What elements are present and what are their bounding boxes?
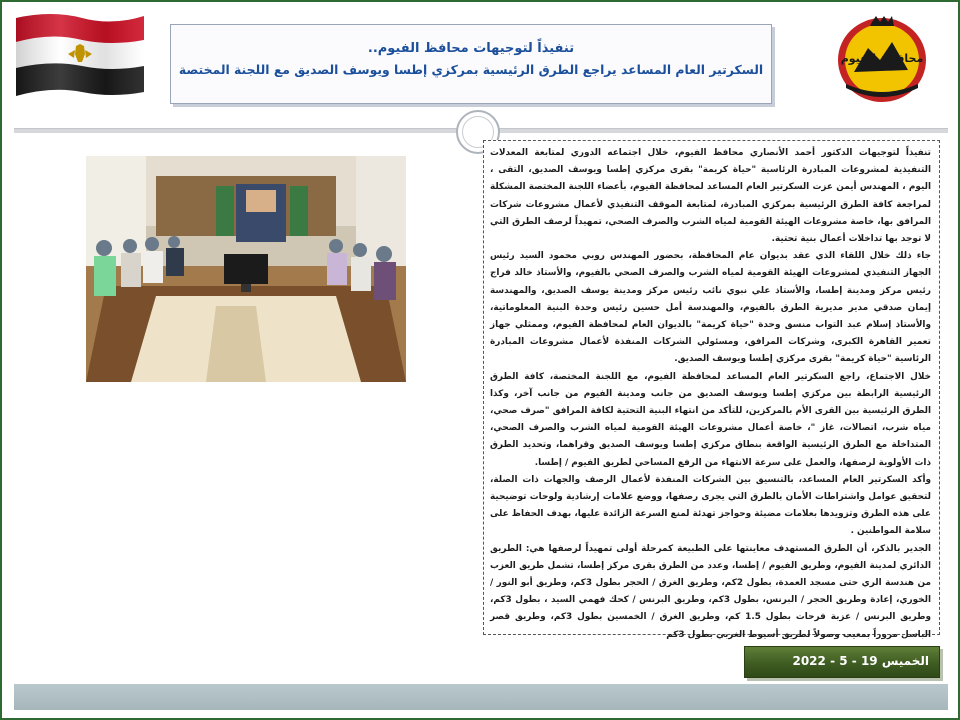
article-paragraph: تنفيذاً لتوجيهات الدكتور أحمد الأنصاري محافظ الفيوم، خلال اجتماعه الدوري لمتابعة المعدلات التنفيذية لمشروعات المبادرة الرئاسية "حياة كريمة" بقرى مركزي إطسا ويوسف الصديق، التقى ، اليوم ، المهندس أيمن عزت السكرتير العام المساعد لمحافظة الفيوم، بأعضاء اللجنة المختصة المشكلة لمراجعة كافة الطرق الرئيسية بمركزي المبادرة، لمتابعة الموقف التنفيذي لأعمال مشروعات شركات المرافق بها، خاصة مشروعات الهيئة القومية لمياه الشرب والصرف الصحي، تمهيداً لرصف الطرق التي لا توجد بها تداخلات أعمال بنية تحتية. <box>490 148 931 245</box>
article-paragraph: وأكد السكرتير العام المساعد، بالتنسيق بين الشركات المنفذة لأعمال الرصف والجهات ذات الصلة، لتحقيق عوامل واشتراطات الأمان بالطرق التي يجرى رصفها، ووضع علامات إرشادية ولوحات توضيحية على هذه الطرق وتزويدها بعلامات مضيئة وحواجز تهدئة لمنع السرعة الزائدة عليها، بهدف الحفاظ على سلامة المواطنين . <box>490 474 931 537</box>
footer-strip <box>14 684 948 710</box>
article-body <box>483 140 940 640</box>
headline-kicker: تنفيذاً لتوجيهات محافظ الفيوم.. <box>367 41 575 56</box>
date-badge: الخميس 19 - 5 - 2022 <box>744 646 940 678</box>
meeting-photo <box>86 156 406 382</box>
headline: السكرتير العام المساعد يراجع الطرق الرئيسية بمركزي إطسا ويوسف الصديق مع اللجنة المختصة <box>178 62 764 77</box>
egypt-flag-icon <box>12 10 148 102</box>
title-box <box>170 24 772 104</box>
svg-text:محافظة الفيوم: محافظة الفيوم <box>840 52 924 65</box>
fayoum-governorate-logo <box>832 14 928 104</box>
article-paragraph: الجدير بالذكر، أن الطرق المستهدف معاينتها على الطبيعة كمرحلة أولى تمهيداً لرصفها هي: الطريق الدائري لمدينة الفيوم، وطريق الفيوم / إطسا، وعدد من الطرق بقرى مركز إطسا، تشمل طريق العزب من هندسة الري حتى مسجد العمدة، بطول 2كم، وطريق الغرق / الحجر بطول 3كم، وطريق أبو النور / الخوري، إعادة وطريق الحجر / البرنس، بطول 3كم، وطريق البرنس / كحك فهمي السيد ، بطول 3كم، وطريق البرنس / عزبة فرحات بطول 1.5 كم، وطريق الغرق / الخمسين بطول 3كم، وطريق قصر الباسل مروراً بمعيب وصولاً لطريق أسيوط الغربي بطول 3كم <box>490 543 932 640</box>
article-paragraph: جاء ذلك خلال اللقاء الذي عقد بديوان عام المحافظة، بحضور المهندس روبي محمود السيد رئيس الجهاز التنفيذي لمشروعات الهيئة القومية لمياه الشرب والصرف الصحي بالفيوم، والأستاذ خالد فراج رئيس مركز ومدينة إطسا، والأستاذ علي نبوي نائب رئيس مركز ومدينة يوسف الصديق، والمهندسة إيمان صدقي مدير مديرية الطرق بالفيوم، والمهندسة أمل حسين رئيس وحدة البنية المعلوماتية، والأستاذ إسلام عبد التواب منسق وحدة "حياة كريمة" بالديوان العام لمحافظة الفيوم، وممثلي جهاز تعمير القاهرة الكبرى، وشركات المرافق، ومسئولي الشركات المنفذة لأعمال مشروعات المبادرة الرئاسية "حياة كريمة" بقرى مركزي إطسا ويوسف الصديق. <box>490 251 931 365</box>
article-paragraph: خلال الاجتماع، راجع السكرتير العام المساعد لمحافظة الفيوم، مع اللجنة المختصة، كافة الطرق الرئيسية الرابطة بين مركزي إطسا ويوسف الصديق من جانب ومدينة الفيوم من جانب آخر، وكذا الطرق الرئيسية بين القرى الأم بالمركزين، للتأكد من انتهاء البنية التحتية لكافة المرافق "صرف صحي، مياه شرب، اتصالات، غاز "، خاصة أعمال مشروعات الهيئة القومية لمياه الشرب والصرف الصحي، المتداخلة مع الطرق الرئيسية الواقعة بنطاق مركزي إطسا ويوسف الصديق وقراهما، وتحديد الطرق ذات الأولوية لرصفها، والعمل على سرعة الانتهاء من الرفع المساحي لطريق الفيوم / إطسا. <box>490 371 931 468</box>
